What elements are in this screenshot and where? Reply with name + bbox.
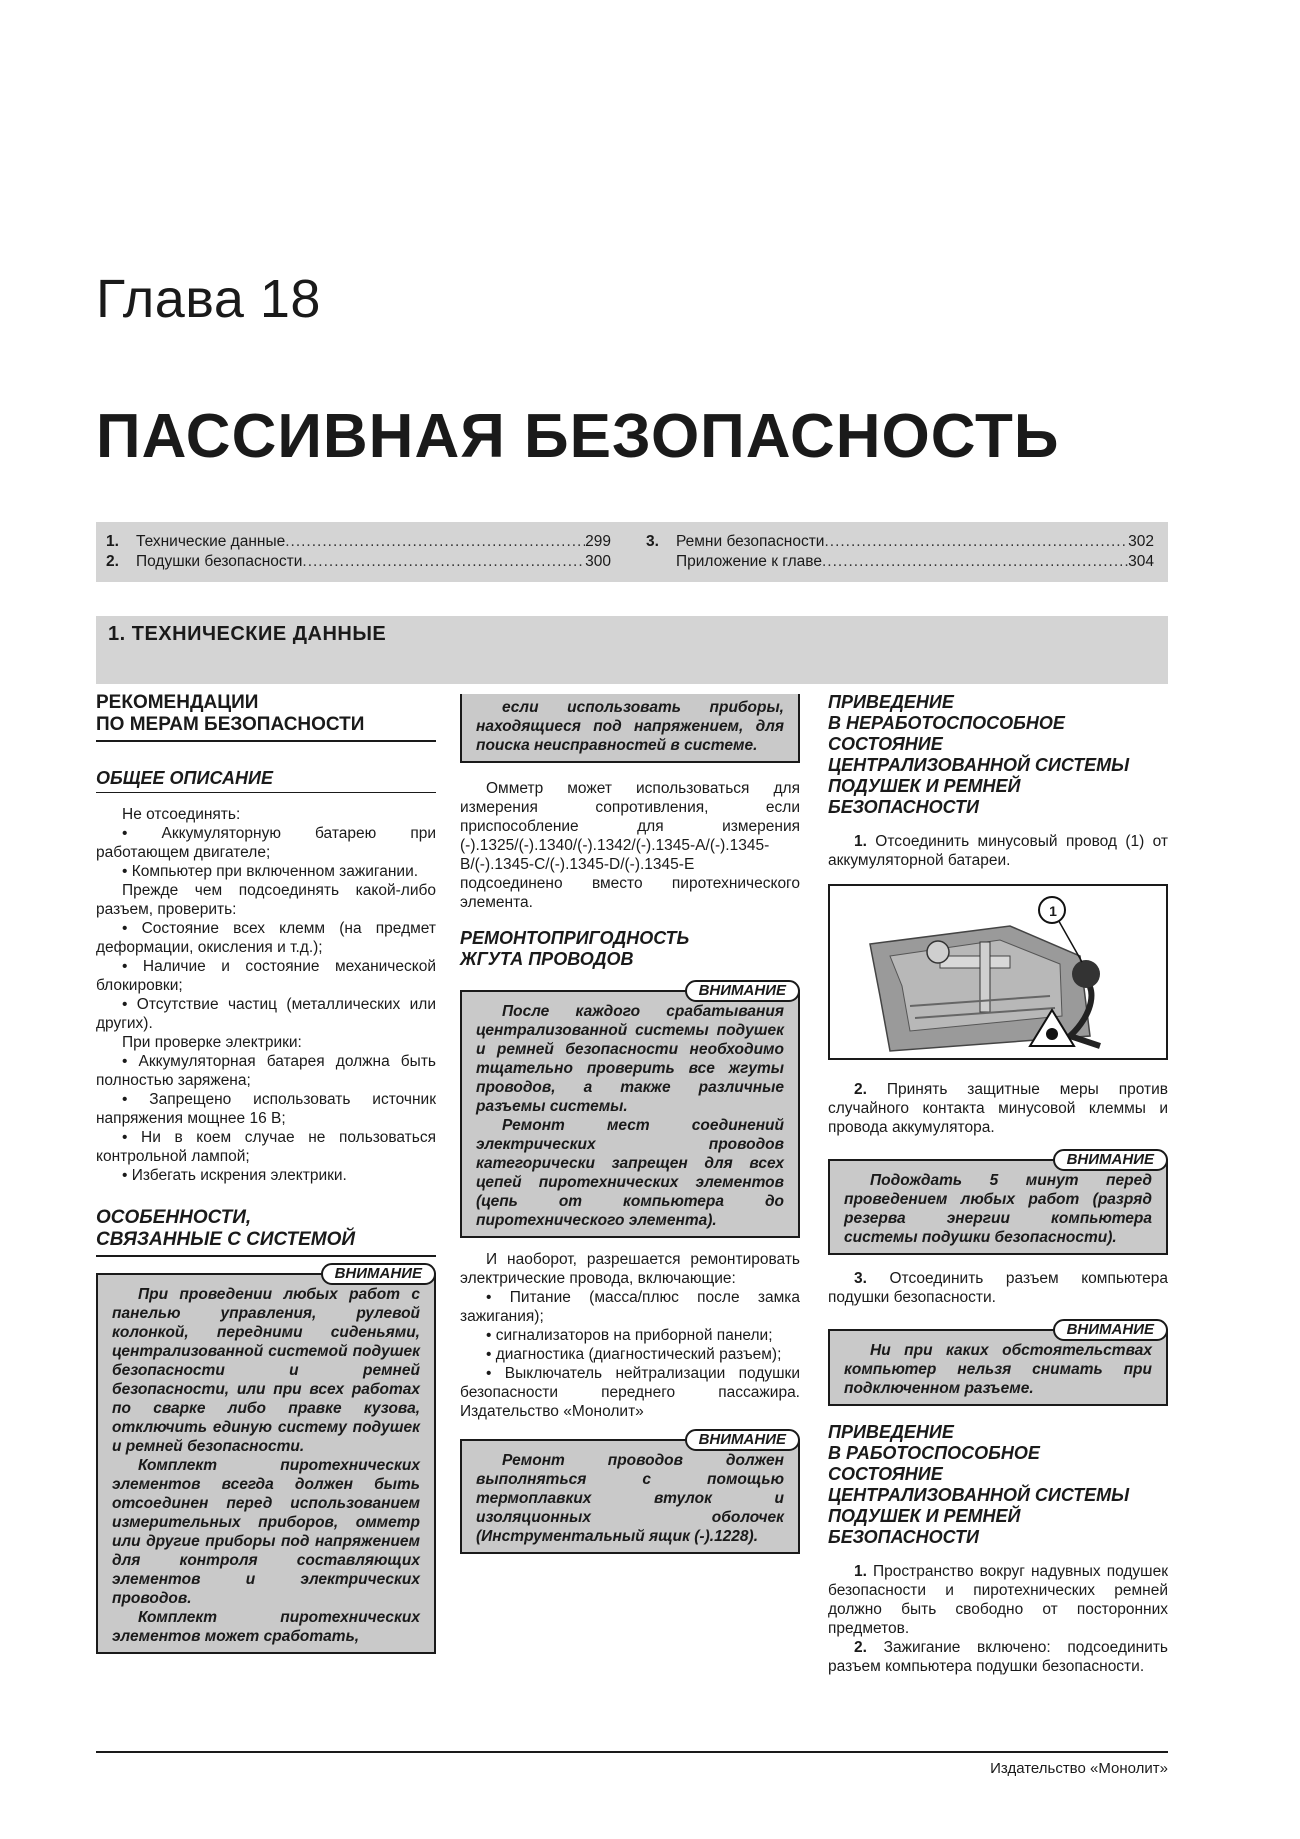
- toc-leader: [822, 552, 1128, 572]
- heading-line: СВЯЗАННЫЕ С СИСТЕМОЙ: [96, 1229, 356, 1250]
- toc-number: 3.: [646, 533, 659, 550]
- paragraph: При проверке электрики:: [122, 1034, 302, 1051]
- step-text: Принять защитные меры против случайного контакта минусовой клеммы и провода аккумулятора.: [828, 1081, 1168, 1136]
- step: [828, 1269, 1168, 1307]
- section-heading: [828, 1422, 1168, 1548]
- toc-title: Приложение к главе: [676, 553, 822, 570]
- toc-page: 299: [585, 533, 611, 550]
- toc-leader: [285, 532, 585, 552]
- heading-line: РЕКОМЕНДАЦИИ: [96, 692, 259, 713]
- step: [828, 1562, 1168, 1638]
- warning-label: ВНИМАНИЕ: [1053, 1319, 1168, 1341]
- chapter-label: Глава 18: [96, 269, 321, 329]
- section-heading: [828, 692, 1168, 818]
- list-item: • Питание (масса/плюс после замка зажигания);: [460, 1289, 800, 1325]
- toc-title: Подушки безопасности: [136, 553, 303, 570]
- heading-line: ОСОБЕННОСТИ,: [96, 1207, 252, 1228]
- list-item: • сигнализаторов на приборной панели;: [486, 1327, 773, 1344]
- list-item: • Отсутствие частиц (металлических или других).: [96, 996, 436, 1032]
- warning-text: Комплект пиротехнических элементов всегда должен быть отсоединен перед использованием измерительных приборов, омметр или другие приборы под напряжением для контроля составляющих элементов и электрических проводов.: [112, 1457, 420, 1607]
- warning-box: [460, 982, 800, 1238]
- list-item: • Состояние всех клемм (на предмет деформации, окисления и т.д.);: [96, 920, 436, 956]
- column-3: [828, 692, 1168, 1676]
- warning-label: ВНИМАНИЕ: [685, 1429, 800, 1451]
- heading-line: РЕМОНТОПРИГОДНОСТЬ: [460, 928, 690, 948]
- step-number: 3.: [854, 1270, 867, 1287]
- list-item: • Аккумуляторная батарея должна быть полностью заряжена;: [96, 1053, 436, 1089]
- list-item: • Выключатель нейтрализации подушки безопасности переднего пассажира. Издательство «Монолит»: [460, 1365, 800, 1420]
- step-text: Зажигание включено: подсоединить разъем компьютера подушки безопасности.: [828, 1639, 1169, 1675]
- heading-line: СОСТОЯНИЕ: [828, 734, 943, 754]
- toc-item[interactable]: [106, 552, 611, 572]
- toc-title: Ремни безопасности: [676, 533, 825, 550]
- paragraph: И наоборот, разрешается ремонтировать электрические провода, включающие:: [460, 1251, 800, 1287]
- toc-item[interactable]: [646, 552, 1154, 572]
- step: [828, 1638, 1168, 1676]
- warning-box-continued: [460, 694, 800, 763]
- step-text: Отсоединить минусовый провод (1) от аккумуляторной батареи.: [828, 833, 1168, 869]
- heading-line: В РАБОТОСПОСОБНОЕ: [828, 1443, 1040, 1463]
- warning-box: [828, 1151, 1168, 1255]
- paragraph: Не отсоединять:: [122, 806, 241, 823]
- list-item: • диагностика (диагностический разъем);: [486, 1346, 782, 1363]
- chapter-title: ПАССИВНАЯ БЕЗОПАСНОСТЬ: [96, 402, 1060, 471]
- figure-callout: 1: [1049, 903, 1057, 919]
- warning-box: [460, 1431, 800, 1554]
- warning-text: После каждого срабатывания централизованной системы подушек и ремней безопасности необходимо тщательно проверить все жгуты проводов, а также различные разъемы системы.: [476, 1003, 784, 1115]
- toc-leader: [302, 552, 585, 572]
- step-number: 1.: [854, 1563, 867, 1580]
- section-heading: [96, 1207, 436, 1257]
- heading-line: ПРИВЕДЕНИЕ: [828, 1422, 954, 1442]
- warning-text: Ремонт проводов должен выполняться с помощью термоплавких втулок и изоляционных оболочек (Инструментальный ящик (-).1228).: [476, 1452, 784, 1545]
- toc-page: 304: [1128, 553, 1154, 570]
- footer-publisher: Издательство «Монолит»: [990, 1760, 1168, 1777]
- toc-number: [646, 552, 676, 572]
- paragraph: Омметр может использоваться для измерения сопротивления, если приспособление для измерения (-).1325/(-).1340/(-).1342/(-).1345-A/(-).1345-B/(-).1345-C/(-).1345-D/(-).1345-E подсоединено вместо пиротехнического элемента.: [460, 780, 800, 911]
- toc-number: 2.: [106, 553, 119, 570]
- column-2: [460, 692, 800, 1554]
- list-item: • Запрещено использовать источник напряжения мощнее 16 В;: [96, 1091, 436, 1127]
- heading-line: ЦЕНТРАЛИЗОВАННОЙ СИСТЕМЫ: [828, 755, 1130, 775]
- section-bar: [96, 616, 1168, 684]
- list-item: • Компьютер при включенном зажигании.: [122, 863, 419, 880]
- toc-leader: [824, 532, 1128, 552]
- section-heading: [96, 692, 436, 742]
- heading-line: ЦЕНТРАЛИЗОВАННОЙ СИСТЕМЫ: [828, 1485, 1130, 1505]
- warning-box: [96, 1265, 436, 1654]
- list-item: • Избегать искрения электрики.: [122, 1167, 347, 1184]
- list-item: • Аккумуляторную батарею при работающем двигателе;: [96, 825, 436, 861]
- toc-item[interactable]: [106, 532, 611, 552]
- warning-label: ВНИМАНИЕ: [321, 1263, 436, 1285]
- list-item: • Наличие и состояние механической блокировки;: [96, 958, 436, 994]
- step-number: 2.: [854, 1639, 867, 1656]
- heading-line: ПРИВЕДЕНИЕ: [828, 692, 954, 712]
- heading-line: ПО МЕРАМ БЕЗОПАСНОСТИ: [96, 714, 365, 735]
- toc-page: 300: [585, 553, 611, 570]
- heading-line: СОСТОЯНИЕ: [828, 1464, 943, 1484]
- heading-line: ПОДУШЕК И РЕМНЕЙ: [828, 776, 1021, 796]
- heading-line: ЖГУТА ПРОВОДОВ: [460, 949, 634, 969]
- step-number: 1.: [854, 833, 867, 850]
- warning-text: если использовать приборы, находящиеся под напряжением, для поиска неисправностей в системе.: [476, 699, 784, 754]
- heading-line: БЕЗОПАСНОСТИ: [828, 797, 979, 817]
- column-1: [96, 692, 436, 1654]
- heading-line: БЕЗОПАСНОСТИ: [828, 1527, 979, 1547]
- step-number: 2.: [854, 1081, 867, 1098]
- warning-text: При проведении любых работ с панелью управления, рулевой колонкой, передними сиденьями, централизованной системой подушек безопасности и ремней безопасности, или при всех работах по сварке либо правке кузова, отключить единую систему подушек и ремней безопасности.: [112, 1286, 420, 1455]
- warning-box: [828, 1321, 1168, 1406]
- footer-rule: [96, 1751, 1168, 1753]
- list-item: • Ни в коем случае не пользоваться контрольной лампой;: [96, 1129, 436, 1165]
- paragraph: Прежде чем подсоединять какой-либо разъем, проверить:: [96, 882, 436, 918]
- subheading: [460, 928, 800, 970]
- battery-illustration: [830, 886, 1166, 1058]
- warning-text: Комплект пиротехнических элементов может сработать,: [112, 1609, 420, 1645]
- step-text: Отсоединить разъем компьютера подушки безопасности.: [828, 1270, 1168, 1306]
- toc-item[interactable]: [646, 532, 1154, 552]
- step: [828, 1080, 1168, 1137]
- heading-line: ПОДУШЕК И РЕМНЕЙ: [828, 1506, 1021, 1526]
- toc-number: 1.: [106, 533, 119, 550]
- step-text: Пространство вокруг надувных подушек безопасности и пиротехнических ремней должно быть свободно от посторонних предметов.: [828, 1563, 1168, 1637]
- step: [828, 832, 1168, 870]
- table-of-contents: [96, 522, 1168, 582]
- toc-title: Технические данные: [136, 533, 286, 550]
- section-title: 1. ТЕХНИЧЕСКИЕ ДАННЫЕ: [108, 623, 387, 645]
- warning-text: Ремонт мест соединений электрических проводов категорически запрещен для всех цепей пиротехнических элементов (цепь от компьютера до пиротехнического элемента).: [476, 1117, 784, 1229]
- warning-text: Подождать 5 минут перед проведением любых работ (разряд резерва энергии компьютера системы подушки безопасности).: [844, 1172, 1152, 1246]
- warning-label: ВНИМАНИЕ: [1053, 1149, 1168, 1171]
- warning-label: ВНИМАНИЕ: [685, 980, 800, 1002]
- subheading: ОБЩЕЕ ОПИСАНИЕ: [96, 768, 436, 793]
- toc-page: 302: [1128, 533, 1154, 550]
- battery-figure: [828, 884, 1168, 1060]
- heading-line: В НЕРАБОТОСПОСОБНОЕ: [828, 713, 1065, 733]
- warning-text: Ни при каких обстоятельствах компьютер нельзя снимать при подключенном разъеме.: [844, 1342, 1152, 1397]
